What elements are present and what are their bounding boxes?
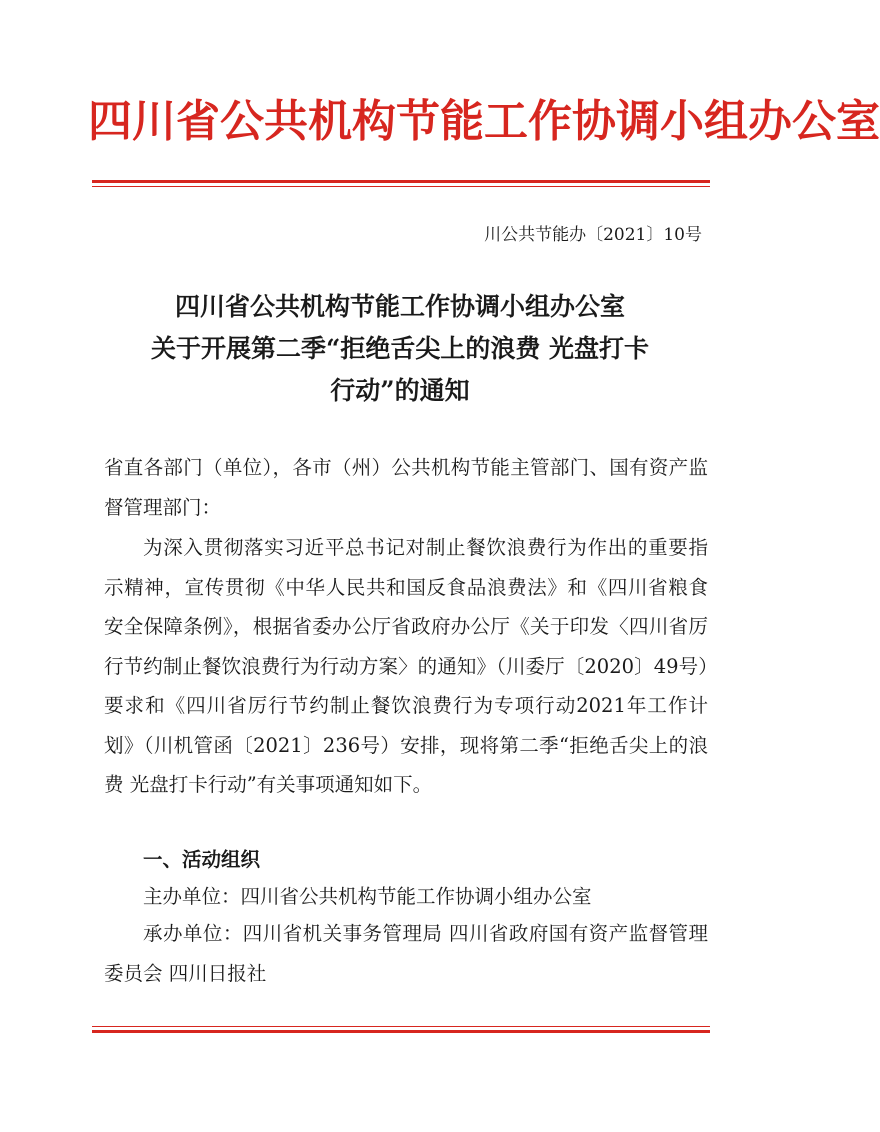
header-rule-thin [92,186,710,187]
organizer-line: 主办单位：四川省公共机构节能工作协调小组办公室 [143,885,592,908]
header-rule-thick [92,180,710,183]
title-line-2: 关于开展第二季“拒绝舌尖上的浪费 光盘打卡 [150,334,650,363]
body-paragraph: 为深入贯彻落实习近平总书记对制止餐饮浪费行为作出的重要指示精神，宣传贯彻《中华人民共和国反食品浪费法》和《四川省粮食安全保障条例》，根据省委办公厅省政府办公厅《关于印发〈四川省厉行节约制止餐饮浪费行为行动方案〉的通知》（川委厅〔2020〕49号）要求和《四川省厉行节约制止餐饮浪费行为专项行动2021年工作计划》（川机管函〔2021〕236号）安排，现将第二季“拒绝舌尖上的浪费 光盘打卡行动”有关事项通知如下。 [104,536,708,796]
document-number: 川公共节能办〔2021〕10号 [484,225,702,245]
issuing-org-header: 四川省公共机构节能工作协调小组办公室 [88,96,880,147]
salutation: 省直各部门（单位），各市（州）公共机构节能主管部门、国有资产监督管理部门： [104,456,708,519]
document-title [88,286,712,412]
section-heading: 一、活动组织 [143,848,261,871]
title-line-3: 行动”的通知 [330,376,470,405]
footer-rule-thick [92,1030,710,1033]
co-organizer-line: 承办单位：四川省机关事务管理局 四川省政府国有资产监督管理委员会 四川日报社 [104,922,708,985]
title-line-1: 四川省公共机构节能工作协调小组办公室 [174,292,625,321]
footer-rule-thin [92,1026,710,1027]
